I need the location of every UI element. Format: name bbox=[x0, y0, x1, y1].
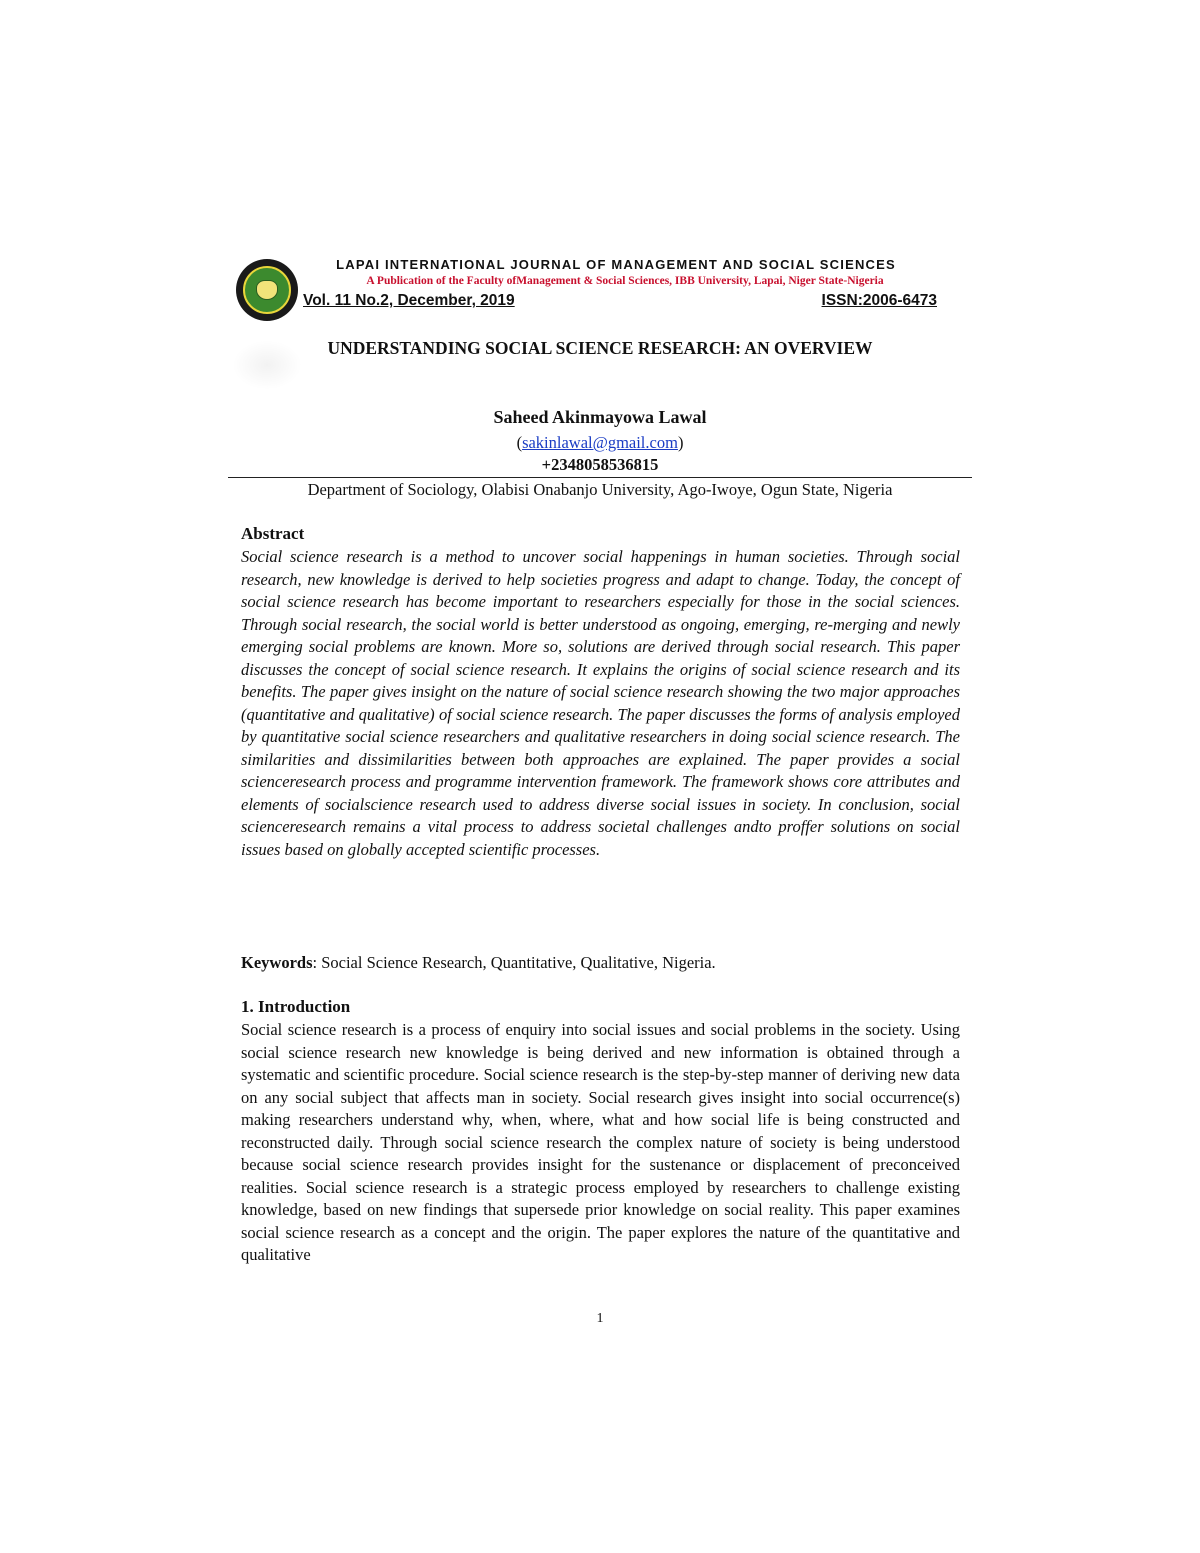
author-name: Saheed Akinmayowa Lawal bbox=[493, 407, 707, 427]
keywords-label: Keywords bbox=[241, 953, 313, 972]
introduction-heading: 1. Introduction bbox=[241, 997, 351, 1016]
abstract-heading: Abstract bbox=[241, 524, 305, 543]
introduction-text: Social science research is a process of enquiry into social issues and social problems in the society. Using social science research new knowledge is being derived and new information is obtained through a systematic and scientific procedure. Social science research is the step-by-step manner of deriving new data on any social subject that affects man in society. Social research gives insight into social occurrence(s) making researchers understand why, when, where, what and how social life is being constructed and reconstructed daily. Through social science research the complex nature of society is being understood because social science research provides insight for the sustenance or displacement of preconceived realities. Social science research is a strategic process employed by researchers to challenge existing knowledge, based on new findings that supersede prior knowledge on social reality. This paper examines social science research as a concept and the origin. The paper explores the nature of the quantitative and qualitative bbox=[241, 1020, 960, 1264]
journal-name: LAPAI INTERNATIONAL JOURNAL OF MANAGEMENT AND SOCIAL SCIENCES bbox=[336, 257, 896, 272]
email-close-paren: ) bbox=[677, 433, 684, 452]
keywords-list: : Social Science Research, Quantitative, Qualitative, Nigeria. bbox=[312, 953, 716, 972]
paper-title: UNDERSTANDING SOCIAL SCIENCE RESEARCH: AN OVERVIEW bbox=[327, 338, 873, 358]
journal-logo-icon bbox=[236, 259, 298, 321]
author-affiliation: Department of Sociology, Olabisi Onabanjo University, Ago-Iwoye, Ogun State, Nigeria bbox=[307, 480, 893, 499]
author-phone: +2348058536815 bbox=[541, 455, 659, 474]
logo-ring bbox=[243, 266, 291, 314]
keywords-line bbox=[241, 953, 960, 973]
journal-volume: Vol. 11 No.2, December, 2019 bbox=[303, 292, 515, 309]
author-divider bbox=[228, 477, 972, 478]
logo-emblem bbox=[256, 280, 278, 300]
journal-publication-line: A Publication of the Faculty ofManagement & Social Sciences, IBB University, Lapai, Niger State-Nigeria bbox=[366, 275, 884, 287]
author-email-line bbox=[240, 433, 960, 453]
journal-issn: ISSN:2006-6473 bbox=[821, 292, 937, 309]
page-number: 1 bbox=[596, 1311, 604, 1326]
journal-volume-line bbox=[303, 292, 937, 310]
email-open-paren: ( bbox=[516, 433, 523, 452]
abstract-text: Social science research is a method to uncover social happenings in human societies. Through social research, new knowledge is derived to help societies progress and adapt to change. Today, the concept of social science research has become important to researchers especially for those in the social sciences. Through social research, the social world is better understood as ongoing, emerging, re-merging and newly emerging social problems are known. More so, solutions are derived through social research. This paper discusses the concept of social science research. It explains the origins of social science research and its benefits. The paper gives insight on the nature of social science research showing the two major approaches (quantitative and qualitative) of social science research. The paper discusses the forms of analysis employed by quantitative social science researchers and qualitative researchers in doing social science research. The similarities and dissimilarities between both approaches are explained. The paper provides a social scienceresearch process and programme intervention framework. The framework shows core attributes and elements of socialscience research used to address diverse social issues in society. In conclusion, social scienceresearch remains a vital process to address societal challenges andto proffer solutions on social issues based on globally accepted scientific processes. bbox=[241, 547, 960, 859]
author-email-link[interactable]: sakinlawal@gmail.com bbox=[522, 433, 678, 452]
